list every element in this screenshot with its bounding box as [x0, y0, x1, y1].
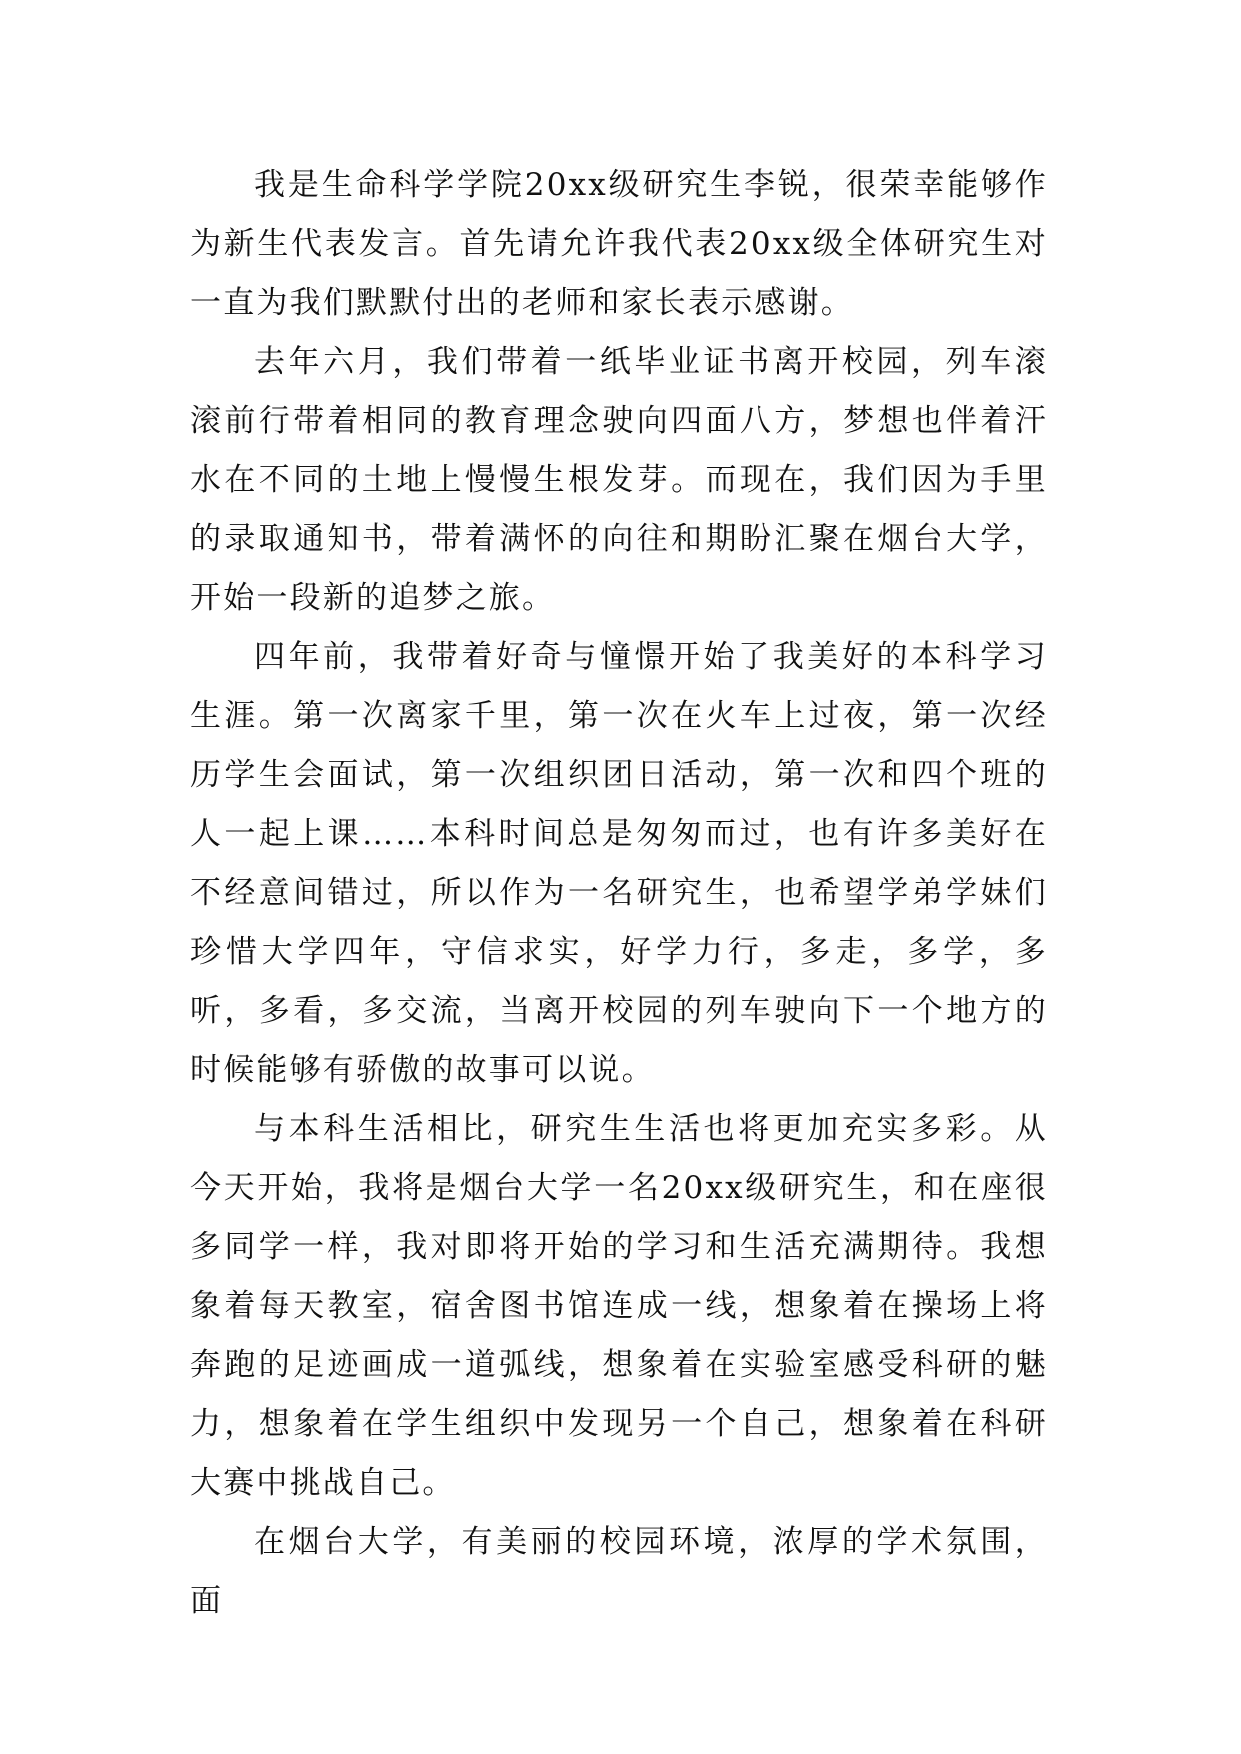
paragraph-2: 去年六月，我们带着一纸毕业证书离开校园，列车滚滚前行带着相同的教育理念驶向四面八方，梦想也伴着汗水在不同的土地上慢慢生根发芽。而现在，我们因为手里的录取通知书，带着满怀的向往和期盼汇聚在烟台大学，开始一段新的追梦之旅。 — [190, 344, 1048, 616]
paragraph-1: 我是生命科学学院20xx级研究生李锐，很荣幸能够作为新生代表发言。首先请允许我代表20xx级全体研究生对一直为我们默默付出的老师和家长表示感谢。 — [190, 167, 1048, 321]
paragraph-5: 在烟台大学，有美丽的校园环境，浓厚的学术氛围，面 — [190, 1524, 1048, 1619]
paragraph-3: 四年前，我带着好奇与憧憬开始了我美好的本科学习生涯。第一次离家千里，第一次在火车上过夜，第一次经历学生会面试，第一次组织团日活动，第一次和四个班的人一起上课……本科时间总是匆匆而过，也有许多美好在不经意间错过，所以作为一名研究生，也希望学弟学妹们珍惜大学四年，守信求实，好学力行，多走，多学，多听，多看，多交流，当离开校园的列车驶向下一个地方的时候能够有骄傲的故事可以说。 — [190, 639, 1048, 1088]
document-body — [190, 156, 1048, 1631]
paragraph-4: 与本科生活相比，研究生生活也将更加充实多彩。从今天开始，我将是烟台大学一名20xx级研究生，和在座很多同学一样，我对即将开始的学习和生活充满期待。我想象着每天教室，宿舍图书馆连成一线，想象着在操场上将奔跑的足迹画成一道弧线，想象着在实验室感受科研的魅力，想象着在学生组织中发现另一个自己，想象着在科研大赛中挑战自己。 — [190, 1111, 1048, 1501]
